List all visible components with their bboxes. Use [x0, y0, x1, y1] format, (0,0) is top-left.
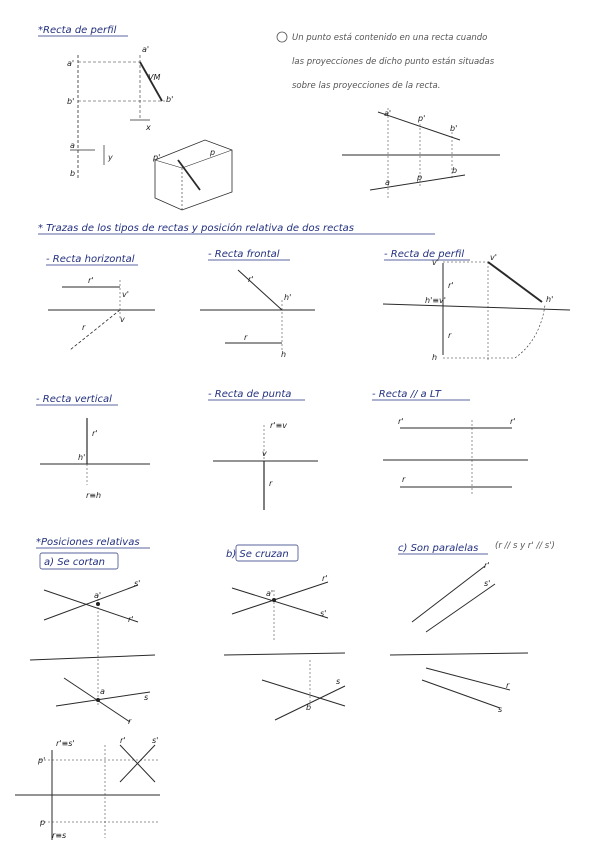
cz-label-s1: s': [320, 609, 327, 618]
pl-label-r1: r': [484, 561, 490, 570]
heading-vertical: - Recta vertical: [36, 394, 112, 405]
diagram-recta-vertical: [36, 394, 150, 500]
fr-label-r1: r': [248, 275, 254, 284]
cz-label-a1: a': [266, 589, 274, 598]
vt-label-rh: r≡h: [86, 491, 102, 500]
cz-label-r1: r': [322, 574, 328, 583]
diagram-se-cortan: [30, 553, 155, 726]
pc-label-p1: p': [38, 756, 46, 765]
label-b-prime-2: b': [166, 95, 174, 104]
note-label-a: a: [385, 178, 390, 187]
label-a-prime: a': [67, 59, 75, 68]
note-label-b-prime: b': [450, 124, 458, 133]
heading-paralela-lt: - Recta // a LT: [372, 389, 441, 400]
heading-perfil: - Recta de perfil: [384, 249, 465, 260]
label-vm: VM: [148, 73, 161, 82]
cube-label-p1: p': [153, 153, 161, 162]
pl-label-s1: s': [484, 579, 491, 588]
sc-label-a1: a': [94, 591, 102, 600]
note-label-p: p: [417, 173, 423, 182]
note-line-1: Un punto está contenido en una recta cuando: [292, 33, 488, 43]
sc-label-s: s: [144, 693, 149, 702]
note-label-a-prime: a': [384, 109, 392, 118]
heading-posiciones: *Posiciones relativas: [36, 537, 140, 548]
diagram-recta-frontal: [200, 249, 315, 359]
hz-label-r: r: [82, 323, 86, 332]
heading-se-cortan: a) Se cortan: [44, 557, 106, 568]
heading-son-paralelas: c) Son paralelas: [398, 543, 479, 554]
pf-label-r: r: [448, 331, 452, 340]
hz-label-v: v: [120, 315, 125, 324]
diagram-se-cruzan: [224, 545, 345, 720]
pf-label-h: h: [432, 353, 438, 362]
heading-horizontal: - Recta horizontal: [46, 254, 135, 265]
diagram-recta-horizontal: [46, 254, 155, 350]
lt-label-r1: r': [398, 417, 404, 426]
cz-label-b: b: [306, 703, 312, 712]
heading-recta-perfil: *Recta de perfil: [38, 25, 117, 36]
fr-label-r: r: [244, 333, 248, 342]
sc-label-a: a: [100, 687, 105, 696]
vt-label-h1: h': [78, 453, 86, 462]
pt-label-v: v: [262, 449, 267, 458]
diagram-recta-paralela-lt: [372, 389, 528, 495]
pt-label-r1v: r'≡v: [270, 421, 287, 430]
diagram-perfil-crossing: [15, 736, 160, 840]
paralelas-note: (r // s y r' // s'): [495, 541, 555, 551]
note-line-2: las proyecciones de dicho punto están situadas: [292, 57, 495, 67]
pt-label-r: r: [269, 479, 273, 488]
section-recta-perfil: [38, 25, 232, 210]
label-a-prime-2: a': [142, 45, 150, 54]
label-b: b: [70, 169, 76, 178]
sc-label-r1: r': [128, 615, 134, 624]
cz-label-s: s: [336, 677, 341, 686]
lt-label-r1b: r': [510, 417, 516, 426]
note-label-b: b: [452, 166, 458, 175]
cube-label-p: p: [210, 148, 216, 157]
pf-label-r1: r': [448, 281, 454, 290]
cube-sketch: [152, 140, 232, 210]
fr-label-h1: h': [284, 293, 292, 302]
pf-label-h1v: h'≡v': [425, 296, 446, 305]
pc-label-s1: s': [152, 736, 159, 745]
diagram-recta-perfil-trazas: [383, 249, 570, 362]
pf-label-v1b: v': [490, 253, 497, 262]
pc-label-p: p: [40, 818, 46, 827]
pf-label-h1: h': [546, 295, 554, 304]
label-y: y: [108, 153, 113, 162]
diagram-recta-punta: [208, 389, 318, 510]
section-note: [277, 32, 500, 198]
heading-se-cruzan: b) Se cruzan: [226, 549, 289, 560]
heading-frontal: - Recta frontal: [208, 249, 280, 260]
sc-label-r: r: [128, 717, 132, 726]
pl-label-s: s: [498, 705, 503, 714]
hz-label-r1: r': [88, 276, 94, 285]
label-a: a: [70, 141, 75, 150]
heading-trazas: * Trazas de los tipos de rectas y posición relativa de dos rectas: [38, 223, 355, 234]
vt-label-r1: r': [92, 429, 98, 438]
fr-label-h: h: [281, 350, 287, 359]
label-b-prime: b': [67, 97, 75, 106]
lt-label-r: r: [402, 475, 406, 484]
pf-label-v1: v': [432, 258, 439, 267]
pl-label-r: r: [506, 681, 510, 690]
note-label-p-prime: p': [418, 114, 426, 123]
hz-label-v1: v': [122, 290, 129, 299]
pc-label-rs: r≡s: [52, 831, 67, 840]
sc-label-s1: s': [134, 579, 141, 588]
pc-label-r1s1: r'≡s': [56, 739, 75, 748]
note-line-3: sobre las proyecciones de la recta.: [292, 81, 441, 91]
diagram-son-paralelas: [390, 541, 555, 714]
label-x: x: [146, 123, 151, 132]
pc-label-r1: r': [120, 736, 126, 745]
heading-punta: - Recta de punta: [208, 389, 292, 400]
